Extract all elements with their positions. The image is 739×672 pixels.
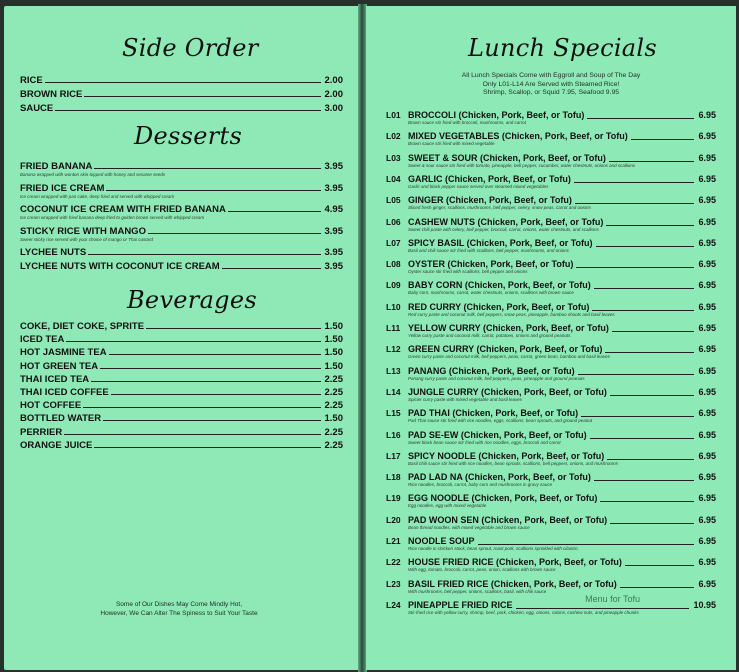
lunch-special-description: Sliced fresh ginger, scallions, mushrooms, bell pepper, celery, snow peas, carrot and onions xyxy=(408,205,591,211)
menu-item-name: SAUCE xyxy=(20,103,54,114)
lunch-special-name: PANANG (Chicken, Pork, Beef, or Tofu) xyxy=(408,365,575,376)
menu-item xyxy=(20,103,343,115)
lunch-special-description: Rice noodle in chicken stock, bean sprout, roast pork, scallions sprinkled with cilantro xyxy=(408,546,578,551)
menu-item xyxy=(20,400,343,412)
lunch-special-code: L14 xyxy=(386,386,401,397)
lunch-special-description: Sweet chili paste with celery, bell pepper, broccoli, carrot, onions, water chestnuts, and scallions xyxy=(408,226,599,232)
lunch-special-name: SPICY NOODLE (Chicken, Pork, Beef, or Tofu) xyxy=(408,450,605,461)
lunch-special-item xyxy=(386,110,716,131)
menu-item-price: 2.00 xyxy=(324,89,343,100)
menu-item-name: ORANGE JUICE xyxy=(20,439,93,451)
lunch-special-description: Bean thread noodles, with mixed vegetable and brown sauce xyxy=(408,524,530,530)
lunch-special-name: SWEET & SOUR (Chicken, Pork, Beef, or Tofu) xyxy=(408,152,606,163)
menu-item-price: 1.50 xyxy=(324,334,343,346)
menu-item-price: 2.25 xyxy=(324,373,343,385)
menu-item-name: RICE xyxy=(20,75,43,86)
menu-item-name: BROWN RICE xyxy=(20,89,83,100)
lunch-special-description: Sweet black bean sauce stir fried with rice noodles, eggs, broccoli and carrot xyxy=(408,439,561,445)
menu-item-price: 2.25 xyxy=(324,387,343,398)
leader-line xyxy=(609,161,695,162)
lunch-special-description: Egg noodles, egg with mixed vegetable xyxy=(408,503,487,509)
lunch-special-code: L24 xyxy=(386,599,401,610)
menu-item xyxy=(20,321,343,333)
lunch-special-item xyxy=(386,217,716,238)
lunch-special-name: PAD SE-EW (Chicken, Pork, Beef, or Tofu) xyxy=(408,429,587,440)
leader-line xyxy=(575,203,695,204)
lunch-special-code: L22 xyxy=(386,557,401,568)
menu-item-name: THAI ICED TEA xyxy=(20,373,90,385)
lunch-special-description: With egg, tomato, broccoli, carrot, peas, onion, scallions with brown sauce xyxy=(408,567,556,573)
lunch-special-description: Rice noodles, broccoli, carrot, baby corn and mushrooms in gravy sauce xyxy=(408,482,553,488)
leader-line xyxy=(94,168,321,169)
spiciness-note-line-1: Some of Our Dishes May Come Mindly Hot, xyxy=(115,601,243,608)
lunch-special-price: 6.95 xyxy=(698,110,716,120)
leader-line xyxy=(222,268,321,269)
left-menu-page xyxy=(4,6,359,670)
lunch-special-name: EGG NOODLE (Chicken, Pork, Beef, or Tofu) xyxy=(408,493,598,504)
leader-line xyxy=(146,328,321,329)
leader-line xyxy=(605,352,694,353)
leader-line xyxy=(576,267,694,268)
menu-item-price: 2.25 xyxy=(324,400,343,412)
leader-line xyxy=(600,501,694,502)
lunch-special-description: Basil and chili sauce stir fried with scallions, bell pepper, mushrooms, and onions xyxy=(408,247,569,253)
leader-line xyxy=(103,420,321,421)
lunch-special-price: 6.95 xyxy=(698,152,716,163)
lunch-special-name: BASIL FRIED RICE (Chicken, Pork, Beef, or Tofu) xyxy=(408,578,617,589)
menu-item-name: ICED TEA xyxy=(20,334,65,346)
right-menu-page xyxy=(366,6,736,670)
lunch-special-name: GREEN CURRY (Chicken, Pork, Beef, or Tofu) xyxy=(408,344,603,355)
lunch-special-description: With mushrooms, bell pepper, onions, scallions, basil, with chili sauce xyxy=(408,588,547,594)
lunch-special-name: PAD LAD NA (Chicken, Pork, Beef, or Tofu) xyxy=(408,472,591,483)
lunch-special-description: Garlic and black pepper sauce served over steamed mixed vegetables xyxy=(408,183,549,189)
lunch-special-item xyxy=(386,195,716,216)
menu-item-name: STICKY RICE WITH MANGO xyxy=(20,225,146,237)
leader-line xyxy=(612,331,695,332)
menu-item-name: BOTTLED WATER xyxy=(20,413,102,425)
leader-line xyxy=(574,182,695,183)
lunch-special-name: PINEAPPLE FRIED RICE xyxy=(408,599,513,610)
lunch-special-code: L19 xyxy=(386,493,401,504)
menu-item-price: 1.50 xyxy=(324,321,343,332)
lunch-special-item xyxy=(386,131,716,152)
leader-line xyxy=(91,381,321,382)
menu-item-name: LYCHEE NUTS xyxy=(20,247,87,258)
lunch-special-code: L11 xyxy=(386,323,401,333)
lunch-special-name: OYSTER (Chicken, Pork, Beef, or Tofu) xyxy=(408,259,574,270)
lunch-special-item xyxy=(386,430,716,451)
lunch-special-name: HOUSE FRIED RICE (Chicken, Pork, Beef, or Tofu) xyxy=(408,557,622,568)
menu-item-name: PERRIER xyxy=(20,426,63,438)
menu-item-price: 3.00 xyxy=(324,103,343,114)
menu-item-price: 2.25 xyxy=(324,439,343,451)
lunch-special-description: Green curry paste and coconut milk, bell peppers, peas, carrot, green bean, bamboo and basil leaves xyxy=(408,354,610,360)
lunch-special-description: Stir-fried rice with yellow curry, shrimp, beef, pork, chicken, egg, onions, raisins, cashew nuts, and pineapple chunks xyxy=(408,609,639,615)
leader-line xyxy=(581,416,694,417)
lunch-special-code: L20 xyxy=(386,514,401,525)
menu-item-price: 1.50 xyxy=(324,360,343,372)
menu-item-name: COCONUT ICE CREAM WITH FRIED BANANA xyxy=(20,204,226,215)
menu-item-name: HOT GREEN TEA xyxy=(20,360,99,372)
leader-line xyxy=(578,374,695,375)
lunch-special-name: NOODLE SOUP xyxy=(408,536,475,546)
leader-line xyxy=(631,139,695,140)
lunch-special-item xyxy=(386,280,716,301)
lunch-special-code: L02 xyxy=(386,131,401,142)
menu-item-price: 1.50 xyxy=(324,347,343,359)
lunch-special-name: BABY CORN (Chicken, Pork, Beef, or Tofu) xyxy=(408,280,591,291)
lunch-special-price: 6.95 xyxy=(698,578,716,589)
leader-line xyxy=(94,447,321,448)
menu-item-description: Sweet sticky rice served with your choice of mango or Thai custard xyxy=(20,236,154,242)
lunch-special-price: 6.95 xyxy=(698,344,716,355)
leader-line xyxy=(590,438,695,439)
beverages-heading: Beverages xyxy=(127,286,257,314)
menu-item xyxy=(20,247,343,259)
lunch-special-item xyxy=(386,515,716,536)
lunch-special-item xyxy=(386,387,716,408)
menu-item-name: HOT JASMINE TEA xyxy=(20,347,107,359)
lunch-special-description: Spicier curry paste with mixed vegetable and basil leaves xyxy=(408,396,523,402)
watermark: Menu for Tofu xyxy=(585,594,640,604)
side-order-heading: Side Order xyxy=(122,34,259,62)
menu-item xyxy=(20,387,343,399)
menu-item-description: Ice cream wrapped with pan cake, deep fried and served with whipped cream xyxy=(20,193,175,199)
lunch-special-code: L18 xyxy=(386,472,401,483)
lunch-special-price: 6.95 xyxy=(698,514,716,525)
lunch-special-item xyxy=(386,344,716,365)
leader-line xyxy=(625,565,695,566)
lunch-special-code: L01 xyxy=(386,110,401,120)
leader-line xyxy=(66,341,321,342)
lunch-special-item xyxy=(386,579,716,600)
menu-item-price: 3.95 xyxy=(324,261,343,272)
leader-line xyxy=(620,587,695,588)
menu-item-price: 2.00 xyxy=(324,75,343,86)
leader-line xyxy=(587,118,694,119)
lunch-special-price: 6.95 xyxy=(698,493,716,504)
lunch-special-description: Red curry paste and coconut milk, bell peppers, snow peas, pineapple, bamboo shoots and basil leaves xyxy=(408,311,615,317)
leader-line xyxy=(610,395,695,396)
leader-line xyxy=(606,225,694,226)
lunch-special-price: 6.95 xyxy=(698,536,716,546)
lunch-special-price: 6.95 xyxy=(698,429,716,440)
menu-item xyxy=(20,261,343,273)
leader-line xyxy=(607,459,694,460)
leader-line xyxy=(596,246,695,247)
menu-item-price: 4.95 xyxy=(324,204,343,215)
lunch-special-item xyxy=(386,536,716,557)
menu-item xyxy=(20,440,343,452)
lunch-special-code: L15 xyxy=(386,408,401,419)
menu-item xyxy=(20,361,343,373)
lunch-special-code: L03 xyxy=(386,152,401,163)
lunch-special-code: L08 xyxy=(386,259,401,270)
menu-item-name: THAI ICED COFFEE xyxy=(20,387,109,398)
lunch-special-price: 6.95 xyxy=(698,450,716,461)
lunch-special-description: Baby corn, mushrooms, carrot, water chestnuts, onions, scallions with brown sauce xyxy=(408,290,574,296)
leader-line xyxy=(109,354,321,355)
menu-item-price: 3.95 xyxy=(324,225,343,237)
lunch-special-item xyxy=(386,174,716,195)
lunch-special-description: Pad Thai sauce stir fried with rice noodles, eggs, scallions, bean sprouts, and ground peanut xyxy=(408,418,593,424)
lunch-special-name: PAD WOON SEN (Chicken, Pork, Beef, or Tofu) xyxy=(408,514,608,525)
lunch-special-item xyxy=(386,451,716,472)
leader-line xyxy=(88,254,321,255)
lunch-special-name: BROCCOLI (Chicken, Pork, Beef, or Tofu) xyxy=(408,110,585,120)
lunch-special-code: L10 xyxy=(386,301,401,312)
spiciness-note xyxy=(34,600,324,618)
menu-item-name: LYCHEE NUTS WITH COCONUT ICE CREAM xyxy=(20,261,220,272)
menu-item-name: HOT COFFEE xyxy=(20,400,82,412)
lunch-special-item xyxy=(386,557,716,578)
lunch-special-code: L21 xyxy=(386,536,401,546)
leader-line xyxy=(84,96,321,97)
spiciness-note-line-2: However, We Can Alter The Spiness to Suit Your Taste xyxy=(100,610,258,617)
leader-line xyxy=(594,288,695,289)
lunch-special-name: MIXED VEGETABLES (Chicken, Pork, Beef, or Tofu) xyxy=(408,131,628,142)
lunch-special-item xyxy=(386,323,716,344)
lunch-special-code: L12 xyxy=(386,344,401,355)
lunch-special-name: GARLIC (Chicken, Pork, Beef, or Tofu) xyxy=(408,173,571,184)
lunch-special-code: L13 xyxy=(386,365,401,376)
lunch-special-name: PAD THAI (Chicken, Pork, Beef, or Tofu) xyxy=(408,408,579,419)
lunch-special-item xyxy=(386,493,716,514)
lunch-special-description: Basil chili sauce stir fried with rice noodles, bean sprouts, scallions, bell peppers, onions, and mushrooms xyxy=(408,460,618,466)
lunch-special-description: Yellow curry paste and coconut milk, carrot, potatoes, onions and ground peanuts xyxy=(408,333,571,338)
lunch-special-price: 6.95 xyxy=(698,195,716,206)
leader-line xyxy=(228,211,321,212)
lunch-special-code: L07 xyxy=(386,237,401,248)
lunch-special-price: 6.95 xyxy=(698,472,716,483)
lunch-special-description: Panang curry paste and coconut milk, bell peppers, peas, pineapple and ground peanuts xyxy=(408,375,585,381)
lunch-special-price: 6.95 xyxy=(698,131,716,142)
leader-line xyxy=(610,523,694,524)
lunch-special-price: 6.95 xyxy=(698,216,716,227)
menu-item xyxy=(20,334,343,346)
lunch-special-price: 6.95 xyxy=(698,386,716,397)
leader-line xyxy=(594,480,695,481)
menu-item-price: 3.95 xyxy=(324,182,343,194)
leader-line xyxy=(55,110,321,111)
lunch-special-name: CASHEW NUTS (Chicken, Pork, Beef, or Tofu) xyxy=(408,216,604,227)
lunch-special-name: SPICY BASIL (Chicken, Pork, Beef, or Tofu) xyxy=(408,237,593,248)
lunch-special-item xyxy=(386,366,716,387)
leader-line xyxy=(478,544,695,545)
lunch-special-code: L06 xyxy=(386,216,401,227)
lunch-special-item xyxy=(386,153,716,174)
desserts-heading: Desserts xyxy=(134,122,243,150)
lunch-intro-line-2: Only L01-L14 Are Served with Steamed Rice! xyxy=(482,80,620,88)
menu-item xyxy=(20,413,343,425)
menu-item xyxy=(20,374,343,386)
lunch-special-code: L05 xyxy=(386,195,401,206)
lunch-special-name: JUNGLE CURRY (Chicken, Pork, Beef, or Tofu) xyxy=(408,386,607,397)
lunch-special-price: 6.95 xyxy=(698,557,716,568)
leader-line xyxy=(111,394,321,395)
lunch-special-name: YELLOW CURRY (Chicken, Pork, Beef, or Tofu) xyxy=(408,323,609,333)
menu-item-price: 3.95 xyxy=(324,247,343,258)
lunch-special-item xyxy=(386,238,716,259)
leader-line xyxy=(516,608,690,609)
menu-item xyxy=(20,89,343,101)
lunch-special-code: L09 xyxy=(386,280,401,291)
menu-item-price: 2.25 xyxy=(324,426,343,438)
lunch-special-price: 6.95 xyxy=(698,365,716,376)
leader-line xyxy=(100,368,321,369)
menu-item-name: FRIED BANANA xyxy=(20,161,93,172)
lunch-special-price: 6.95 xyxy=(698,259,716,270)
leader-line xyxy=(83,407,321,408)
leader-line xyxy=(45,82,321,83)
menu-item-name: FRIED ICE CREAM xyxy=(20,182,105,194)
lunch-special-price: 6.95 xyxy=(698,301,716,312)
menu-item-price: 1.50 xyxy=(324,413,343,425)
leader-line xyxy=(64,434,321,435)
lunch-intro xyxy=(406,72,696,98)
lunch-intro-line-3: Shrimp, Scallop, or Squid 7.95, Seafood 9.95 xyxy=(482,89,620,96)
lunch-special-description: Sweet & sour sauce stir fried with tomato, pineapple, bell pepper, cucumber, water chestnuts, onions and scallions xyxy=(408,162,636,168)
lunch-special-price: 6.95 xyxy=(698,173,716,184)
lunch-special-name: GINGER (Chicken, Pork, Beef, or Tofu) xyxy=(408,195,572,206)
lunch-special-description: Brown sauce stir fried with mixed vegetable xyxy=(408,141,495,147)
lunch-special-item xyxy=(386,408,716,429)
menu-item-description: Ice cream wrapped with fried banana deep fried to golden brown served with whipped cream xyxy=(20,215,205,220)
lunch-special-item xyxy=(386,302,716,323)
lunch-special-item xyxy=(386,472,716,493)
lunch-special-item xyxy=(386,600,716,621)
lunch-special-price: 6.95 xyxy=(698,237,716,248)
lunch-special-code: L17 xyxy=(386,450,401,461)
menu-item xyxy=(20,427,343,439)
lunch-special-code: L16 xyxy=(386,429,401,440)
lunch-special-description: Oyster sauce stir fried with scallions, bell pepper and onions xyxy=(408,269,528,275)
menu-item xyxy=(20,347,343,359)
lunch-special-code: L04 xyxy=(386,173,401,184)
lunch-special-code: L23 xyxy=(386,578,401,589)
lunch-intro-line-1: All Lunch Specials Come with Eggroll and Soup of The Day xyxy=(461,72,641,79)
menu-item-price: 3.95 xyxy=(324,161,343,172)
lunch-special-price: 6.95 xyxy=(698,408,716,419)
leader-line xyxy=(148,233,321,234)
lunch-specials-heading: Lunch Specials xyxy=(468,34,658,62)
lunch-special-name: RED CURRY (Chicken, Pork, Beef, or Tofu) xyxy=(408,301,590,312)
menu-item-name: COKE, DIET COKE, SPRITE xyxy=(20,321,145,332)
lunch-special-price: 6.95 xyxy=(698,323,716,333)
lunch-special-description: Brown sauce stir fried with broccoli, mushrooms, and carrot xyxy=(408,120,527,125)
menu-item xyxy=(20,75,343,87)
lunch-special-price: 10.95 xyxy=(693,599,716,610)
leader-line xyxy=(592,310,694,311)
menu-item-description: Banana wrapped with wonton skin topped with honey and sesame seeds xyxy=(20,172,166,177)
lunch-special-price: 6.95 xyxy=(698,280,716,291)
leader-line xyxy=(106,190,321,191)
lunch-special-item xyxy=(386,259,716,280)
